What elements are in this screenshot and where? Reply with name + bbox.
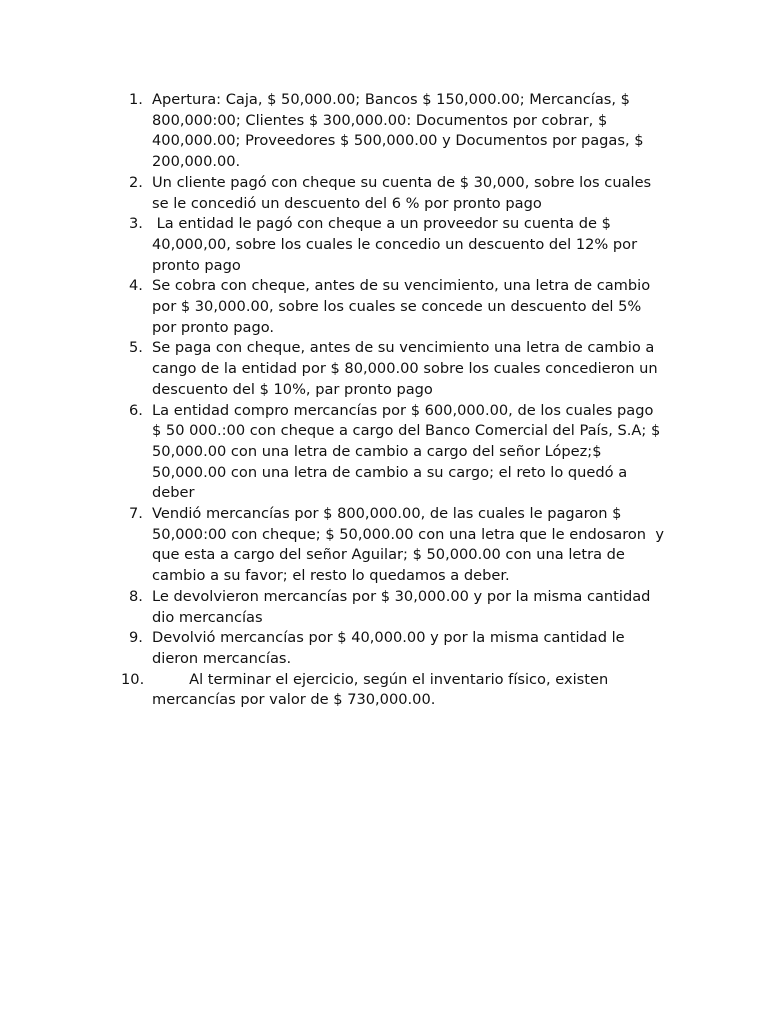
item-text: Vendió mercancías por $ 800,000.00, de las cuales le pagaron $ 50,000:00 con cheque; $ 50,000.00 con una letra que le endosaron y que esta a cargo del señor Aguilar; $ 50,000.00 con una letra de cambio a su favor; el resto lo quedamos a deber. (152, 505, 669, 585)
item-text: Al terminar el ejercicio, según el inventario físico, existen mercancías por valor de $ 730,000.00. (152, 670, 613, 709)
list-item (121, 587, 666, 628)
item-number: 5. (129, 339, 143, 357)
item-number: 9. (129, 629, 143, 647)
item-number: 7. (129, 505, 143, 523)
item-text: Se paga con cheque, antes de su vencimiento una letra de cambio a cango de la entidad por $ 80,000.00 sobre los cuales concedieron un descuento del $ 10%, par pronto pago (152, 339, 663, 398)
item-text: Devolvió mercancías por $ 40,000.00 y por la misma cantidad le dieron mercancías. (152, 629, 630, 667)
item-number: 3. (129, 215, 143, 233)
list-item (121, 173, 666, 214)
item-number: 6. (129, 401, 143, 419)
item-text: Un cliente pagó con cheque su cuenta de $ 30,000, sobre los cuales se le concedió un descuento del 6 % por pronto pago (152, 173, 656, 212)
item-text: Le devolvieron mercancías por $ 30,000.00 y por la misma cantidad dio mercancías (152, 587, 656, 626)
item-text: La entidad le pagó con cheque a un proveedor su cuenta de $ 40,000,00, sobre los cuales le concedio un descuento del 12% por pronto pago (152, 215, 642, 274)
item-text: Se cobra con cheque, antes de su vencimiento, una letra de cambio por $ 30,000.00, sobre los cuales se concede un descuento del 5% por pronto pago. (152, 277, 655, 336)
list-item (121, 401, 666, 505)
list-item (121, 338, 666, 400)
item-number: 10. (121, 670, 145, 688)
item-text: Apertura: Caja, $ 50,000.00; Bancos $ 150,000.00; Mercancías, $ 800,000:00; Clientes $ 300,000.00: Documentos por cobrar, $ 400,000.00; Proveedores $ 500,000.00 y Documentos por pagas, $ 200,000.00. (152, 91, 649, 171)
item-number: 4. (129, 277, 143, 295)
list-item (121, 276, 666, 338)
item-number: 8. (129, 587, 143, 605)
list-item (121, 504, 669, 587)
item-text: La entidad compro mercancías por $ 600,000.00, de los cuales pago $ 50 000.:00 con cheque a cargo del Banco Comercial del País, S.A; $ 50,000.00 con una letra de cambio a cargo del señor López;$ 50,000.00 con una letra de cambio a su cargo; el reto lo quedó a deber (152, 401, 665, 502)
list-item (121, 214, 666, 276)
exercise-list (121, 90, 669, 711)
item-number: 1. (129, 91, 143, 108)
list-item (121, 670, 666, 711)
list-item (121, 90, 666, 173)
list-item (121, 628, 666, 669)
item-number: 2. (129, 173, 143, 191)
